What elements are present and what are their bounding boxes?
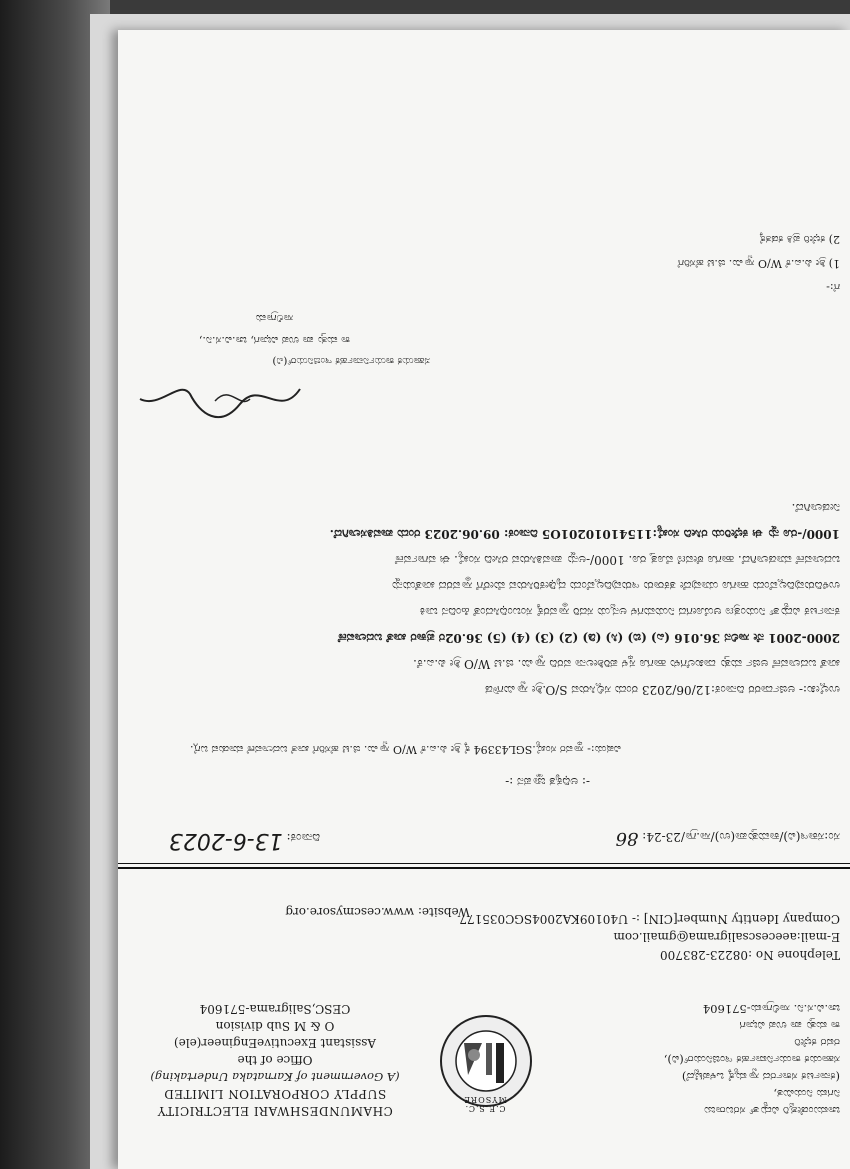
cin: Company Identity Number[CIN] :- U40109KA2004SGC035177 xyxy=(459,912,840,926)
division-line: O & M Sub division xyxy=(215,1019,335,1033)
header-english-block xyxy=(118,1000,435,1119)
header-left-line: ನಿಗಮ ನಿಯಮಿತ, xyxy=(773,1087,840,1101)
designation-line: Assistant ExecutiveEngineer(ele) xyxy=(173,1036,377,1050)
signature xyxy=(120,369,310,429)
header-left-line: ಚಾ.ವಿ.ಸ.ನಿ. ಸಾಲಿಗ್ರಾಮ-571604 xyxy=(702,1002,840,1016)
subject-line: ವಿಷಯ:- ಸ್ಥಾವರ ಸಂಖ್ಯೆ.SGL43394 ಕ್ಕೆ ಶ್ರೀ ಪಿ.ಎ.ಕೆ W/O ಸ್ವಾಮಿ. ಜಿ.ಟಿ ಹೆಸರಿಗೆ ಖಾತೆ ಬದಲಾವಣೆ ಮಾಡುವ ಬಗ್ಗೆ. xyxy=(190,743,621,756)
ref-handwritten: 86 xyxy=(615,828,639,849)
rotated-letter-content xyxy=(118,30,850,1169)
body-line: ಕರ್ನಾಟಕ ವಿದ್ಯುತ್ ನಿಯಂತ್ರಣ ಆಯೋಗದ ನಿಯಮಗಳ ಅನ್ವಯ ಸದರಿ ಸ್ಥಾವರಕ್ಕೆ ಸಂಬಂಧಿಸಿದಂತೆ ಹಿಂದಿನ ಬಾಕಿ xyxy=(419,605,840,619)
signatory-designation: ಸಹಾಯಕ ಕಾರ್ಯನಿರ್ವಾಹಕ ಇಂಜಿನಿಯರ್(ವಿ) xyxy=(272,355,430,367)
body-line: ನೀಡಲಾಗಿದೆ. xyxy=(791,501,840,515)
date-handwritten: 13-6-2023 xyxy=(168,828,283,853)
ref-printed: ಸಂ:ಸಕಾಇ(ವಿ)/ಕಾಮತ್ತುಪಾ(ಉ)/ಸಾ.ಗ್ರಾ/23-24: xyxy=(642,830,840,844)
document-page xyxy=(118,30,850,1169)
recipients-label: ಗೆ:- xyxy=(826,281,840,294)
recipients xyxy=(678,227,840,299)
letter-date xyxy=(169,828,320,853)
header-left-line: ಸಹಾಯಕ ಕಾರ್ಯನಿರ್ವಾಹಕ ಇಂಜಿನಿಯರ್(ವಿ), xyxy=(663,1053,840,1067)
signatory-office-line: ಕಾ ಮತ್ತು ಪಾ ಉಪ ವಿಭಾಗ, ಚಾ.ವಿ.ಸ.ನಿ., xyxy=(198,334,350,347)
body-line: ಉಳಿದಿರುವುದಿಲ್ಲವೆಂದು ಹಾಗೂ ಯಾವುದೇ ತಕರಾರು ಇರುವುದಿಲ್ಲವೆಂದು ದೃಢೀಕರಿಸಿರುವ ಮೇರೆಗೆ ಸ್ಥಾವರದ ಖಾತೆಯನ್ನು xyxy=(390,579,840,593)
body-line: 2000-2001 ನೇ ಸಾಲಿನ 36.016 (ಎ) (ಬಿ) (ಸಿ) (ಡಿ) (2) (3) (4) (5) 36.02ರ ಪ್ರಕಾರ ಖಾತೆ ಬದಲಾವಣೆ xyxy=(337,631,840,645)
letter-body xyxy=(120,495,840,703)
telephone: Telephone No :08223-283700 xyxy=(659,948,840,962)
body-line: ಬದಲಾವಣೆ ಮಾಡಲಾಗಿದೆ. ಹಾಗೂ ಠೇವಣಿ ಮೊತ್ತ ರೂ. 1000/-ಅನ್ನು ಪಾವತಿಸಿರುವ ರಸೀದಿ ಸಂಖ್ಯೆ. ಈ ವರ್ಗಾವಣೆ xyxy=(394,553,840,567)
org-name-line: CHAMUNDESHWARI ELECTRICITY xyxy=(157,1104,393,1118)
header-left-line: ಕಾ ಮತ್ತು ಪಾ ಉಪ ವಿಭಾಗ xyxy=(739,1019,840,1033)
recipient-line: 1) ಶ್ರೀ ಪಿ.ಎ.ಕೆ W/O ಸ್ವಾಮಿ. ಜಿ.ಟಿ ಹೆಸರಿಗೆ xyxy=(677,257,840,270)
logo-caption: C.E.S.C. MYSORE xyxy=(463,1095,507,1113)
memo-title: -: ಅಧಿಕೃತ ಜ್ಞಾಪನ :- xyxy=(505,775,590,789)
header-divider xyxy=(118,867,850,869)
email: E-mail:aeecescsaligrama@gmail.com xyxy=(613,930,840,944)
org-name-line: SUPPLY CORPORATION LIMITED xyxy=(163,1087,387,1101)
header-left-line: ರವರ ಕಛೇರಿ xyxy=(794,1036,840,1050)
header-kannada-block xyxy=(520,1000,840,1119)
header-left-line: ಚಾಮುಂಡೇಶ್ವರಿ ವಿದ್ಯುತ್ ಸರಬರಾಜು xyxy=(704,1104,840,1118)
header-left-line: (ಕರ್ನಾಟಕ ಸರ್ಕಾರದ ಸ್ವಾಮ್ಯಕ್ಕೆ ಒಳಪಟ್ಟಿದೆ) xyxy=(681,1070,840,1084)
header-divider-thin xyxy=(118,863,850,864)
body-line: ಖಾತೆ ಬದಲಾವಣೆ ಅರ್ಜಿ ಮತ್ತು ದಾಖಲೆಗಳು ಹಾಗೂ ಸ್ಥಳ ಪರಿಶೀಲನಾ ವರದಿ ಸ್ವಾಮಿ. ಜಿ.ಟಿ W/O ಶ್ರೀ ಪಿ.ಎ.ಕೆ. xyxy=(413,657,840,671)
office-line: Office of the xyxy=(237,1053,313,1067)
body-line: 1000/-ರೂ ನ್ನು ಈ ಕಛೇರಿಯ ರಸೀದಿ ಸಂಖ್ಯೆ:11541010201O5 ದಿನಾಂಕ: 09.06.2023 ರಂದು ಪಾವತಿಸಲಾಗಿದೆ. xyxy=(329,527,840,541)
location-line: CESC,Saligrama-571604 xyxy=(199,1002,351,1016)
govt-undertaking: (A Government of Karnataka Undertaking) xyxy=(150,1070,400,1084)
cesc-logo xyxy=(440,1015,532,1107)
contact-block xyxy=(459,910,840,964)
date-label: ದಿನಾಂಕ: xyxy=(286,831,320,845)
recipient-line: 2) ಕಛೇರಿ ಪ್ರತಿ ಕಡತಕ್ಕೆ xyxy=(759,233,840,246)
signatory-office xyxy=(199,307,350,351)
signatory-office-line: ಸಾಲಿಗ್ರಾಮ xyxy=(255,312,294,325)
body-line: ಉಲ್ಲೇಖ:- ಅರ್ಜಿದಾರರ ದಿನಾಂಕ:12/06/2023 ರಂದು ಸಲ್ಲಿಸಿರುವ S/O.ಶ್ರೀ ಸ್ವಾಮಿಗೌಡ xyxy=(485,683,840,697)
website: Website: www.cescmysore.org xyxy=(285,905,470,919)
reference-number xyxy=(616,828,840,849)
